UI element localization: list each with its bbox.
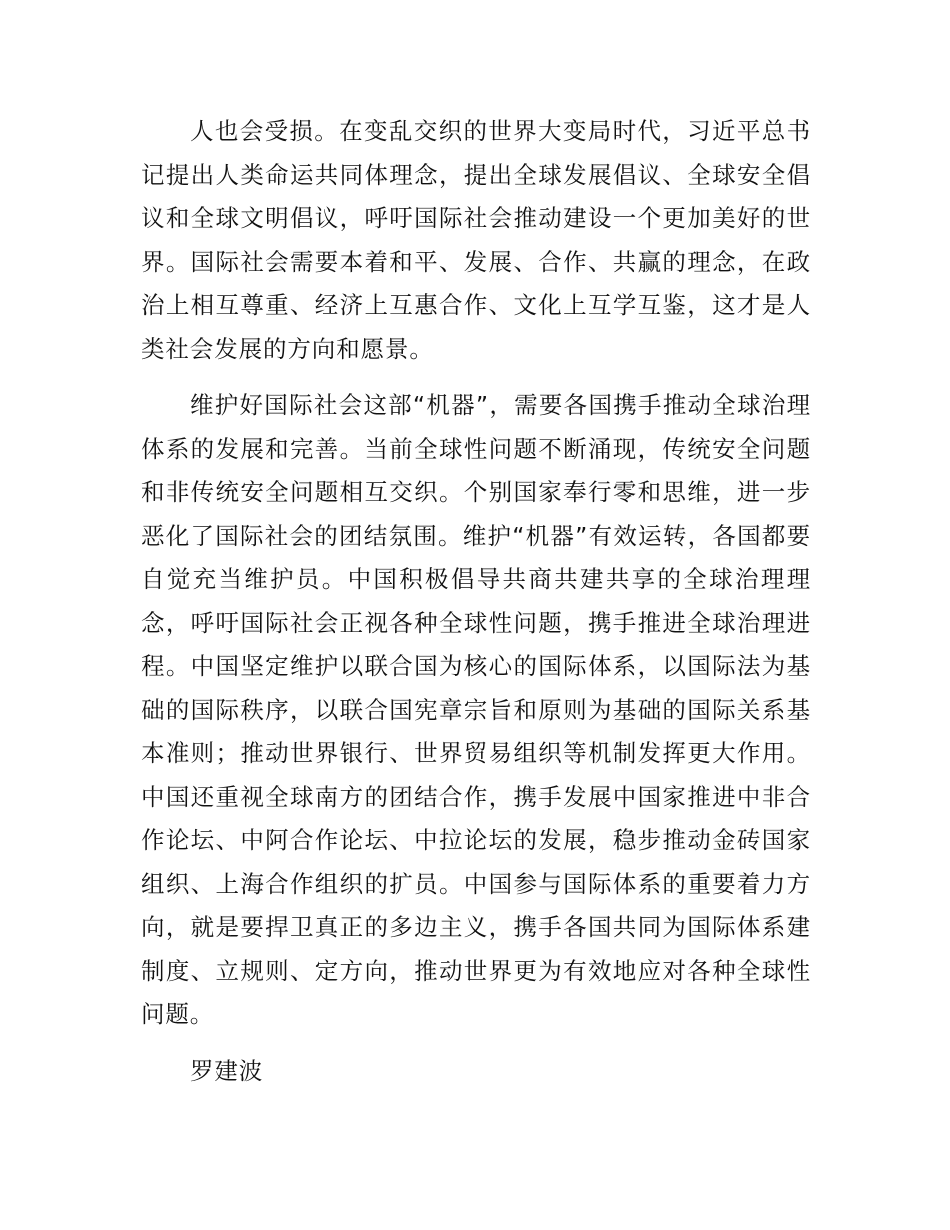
- paragraph-1: 人也会受损。在变乱交织的世界大变局时代，习近平总书记提出人类命运共同体理念，提出全球发展倡议、全球安全倡议和全球文明倡议，呼吁国际社会推动建设一个更加美好的世界。国际社会需要本着和平、发展、合作、共赢的理念，在政治上相互尊重、经济上互惠合作、文化上互学互鉴，这才是人类社会发展的方向和愿景。: [141, 117, 811, 363]
- author-signature: 罗建波: [190, 1056, 264, 1085]
- document-body: [141, 110, 811, 1093]
- paragraph-2: 维护好国际社会这部“机器”，需要各国携手推动全球治理体系的发展和完善。当前全球性问题不断涌现，传统安全问题和非传统安全问题相互交织。个别国家奉行零和思维，进一步恶化了国际社会的团结氛围。维护“机器”有效运转，各国都要自觉充当维护员。中国积极倡导共商共建共享的全球治理理念，呼吁国际社会正视各种全球性问题，携手推进全球治理进程。中国坚定维护以联合国为核心的国际体系，以国际法为基础的国际秩序，以联合国宪章宗旨和原则为基础的国际关系基本准则；推动世界银行、世界贸易组织等机制发挥更大作用。中国还重视全球南方的团结合作，携手发展中国家推进中非合作论坛、中阿合作论坛、中拉论坛的发展，稳步推动金砖国家组织、上海合作组织的扩员。中国参与国际体系的重要着力方向，就是要捍卫真正的多边主义，携手各国共同为国际体系建制度、立规则、定方向，推动世界更为有效地应对各种全球性问题。: [141, 391, 811, 1028]
